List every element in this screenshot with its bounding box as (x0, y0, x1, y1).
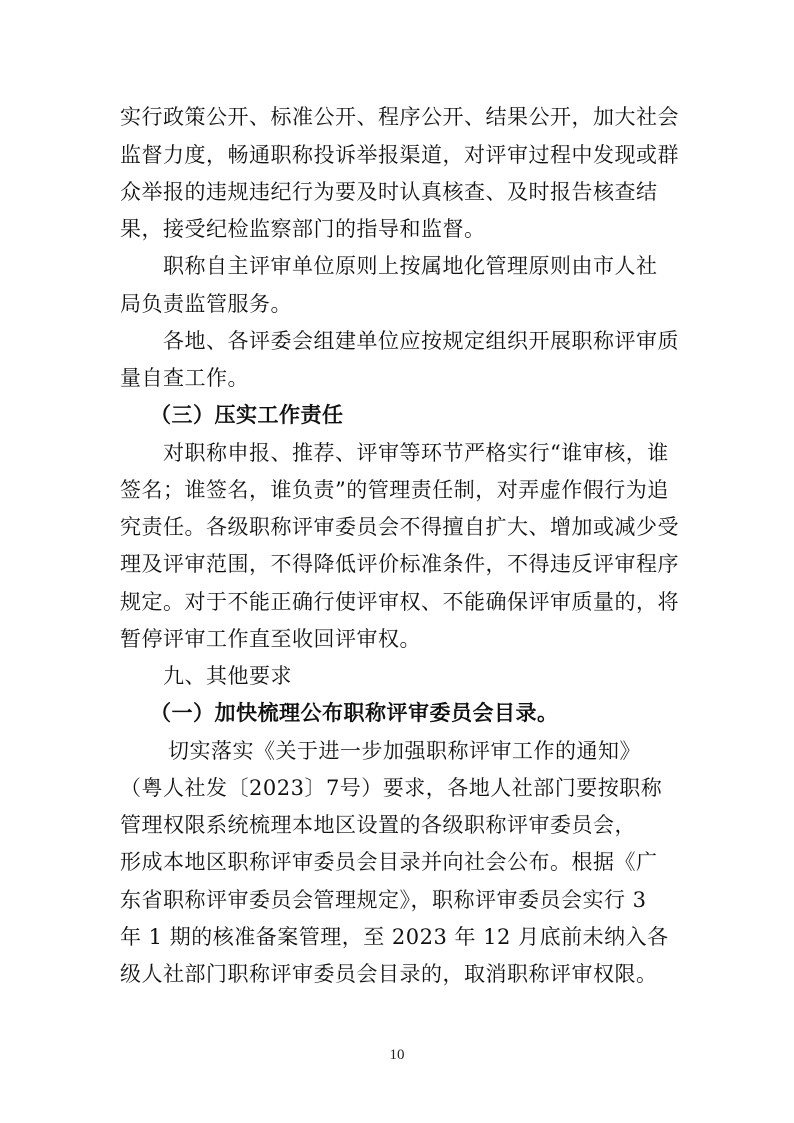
paragraph-line: 量自查工作。 (120, 366, 249, 390)
paragraph-line: 实行政策公开、标准公开、程序公开、结果公开，加大社会 (120, 105, 679, 129)
page-number: 10 (389, 1047, 405, 1063)
paragraph-line: 管理权限系统梳理本地区设置的各级职称评审委员会， (120, 813, 636, 837)
paragraph-line: 各地、各评委会组建单位应按规定组织开展职称评审质 (163, 329, 679, 353)
paragraph-line: 暂停评审工作直至收回评审权。 (120, 627, 421, 651)
paragraph-line: 形成本地区职称评审委员会目录并向社会公布。根据《广 (120, 850, 658, 874)
section-heading: （三）压实工作责任 (150, 402, 344, 427)
paragraph-line: 签名；谁签名，谁负责”的管理责任制，对弄虚作假行为追 (120, 478, 669, 502)
paragraph-line: 级人社部门职称评审委员会目录的，取消职称评审权限。 (120, 962, 658, 986)
paragraph-line: 年 1 期的核准备案管理，至 2023 年 12 月底前未纳入各 (120, 925, 669, 949)
paragraph-line: 监督力度，畅通职称投诉举报渠道，对评审过程中发现或群 (120, 143, 679, 167)
paragraph-line: 理及评审范围，不得降低评价标准条件，不得违反评审程序 (120, 552, 679, 576)
paragraph-line: 究责任。各级职称评审委员会不得擅自扩大、增加或减少受 (120, 515, 679, 539)
section-heading: 九、其他要求 (163, 664, 292, 688)
paragraph-line: 对职称申报、推荐、评审等环节严格实行“谁审核，谁 (163, 441, 669, 465)
paragraph-line: 东省职称评审委员会管理规定》，职称评审委员会实行 3 (120, 888, 647, 912)
paragraph-line: 局负责监管服务。 (120, 292, 292, 316)
paragraph-line: 果，接受纪检监察部门的指导和监督。 (120, 217, 486, 241)
paragraph-line: 众举报的违规违纪行为要及时认真核查、及时报告核查结 (120, 180, 658, 204)
paragraph-line: 职称自主评审单位原则上按属地化管理原则由市人社 (163, 254, 658, 278)
paragraph-line: （粤人社发〔2023〕7号）要求，各地人社部门要按职称 (120, 776, 663, 800)
paragraph-line: 规定。对于不能正确行使评审权、不能确保评审质量的，将 (120, 590, 679, 614)
paragraph-line: 切实落实《关于进一步加强职称评审工作的通知》 (168, 739, 641, 763)
subsection-heading: （一）加快梳理公布职称评审委员会目录。 (150, 700, 559, 725)
